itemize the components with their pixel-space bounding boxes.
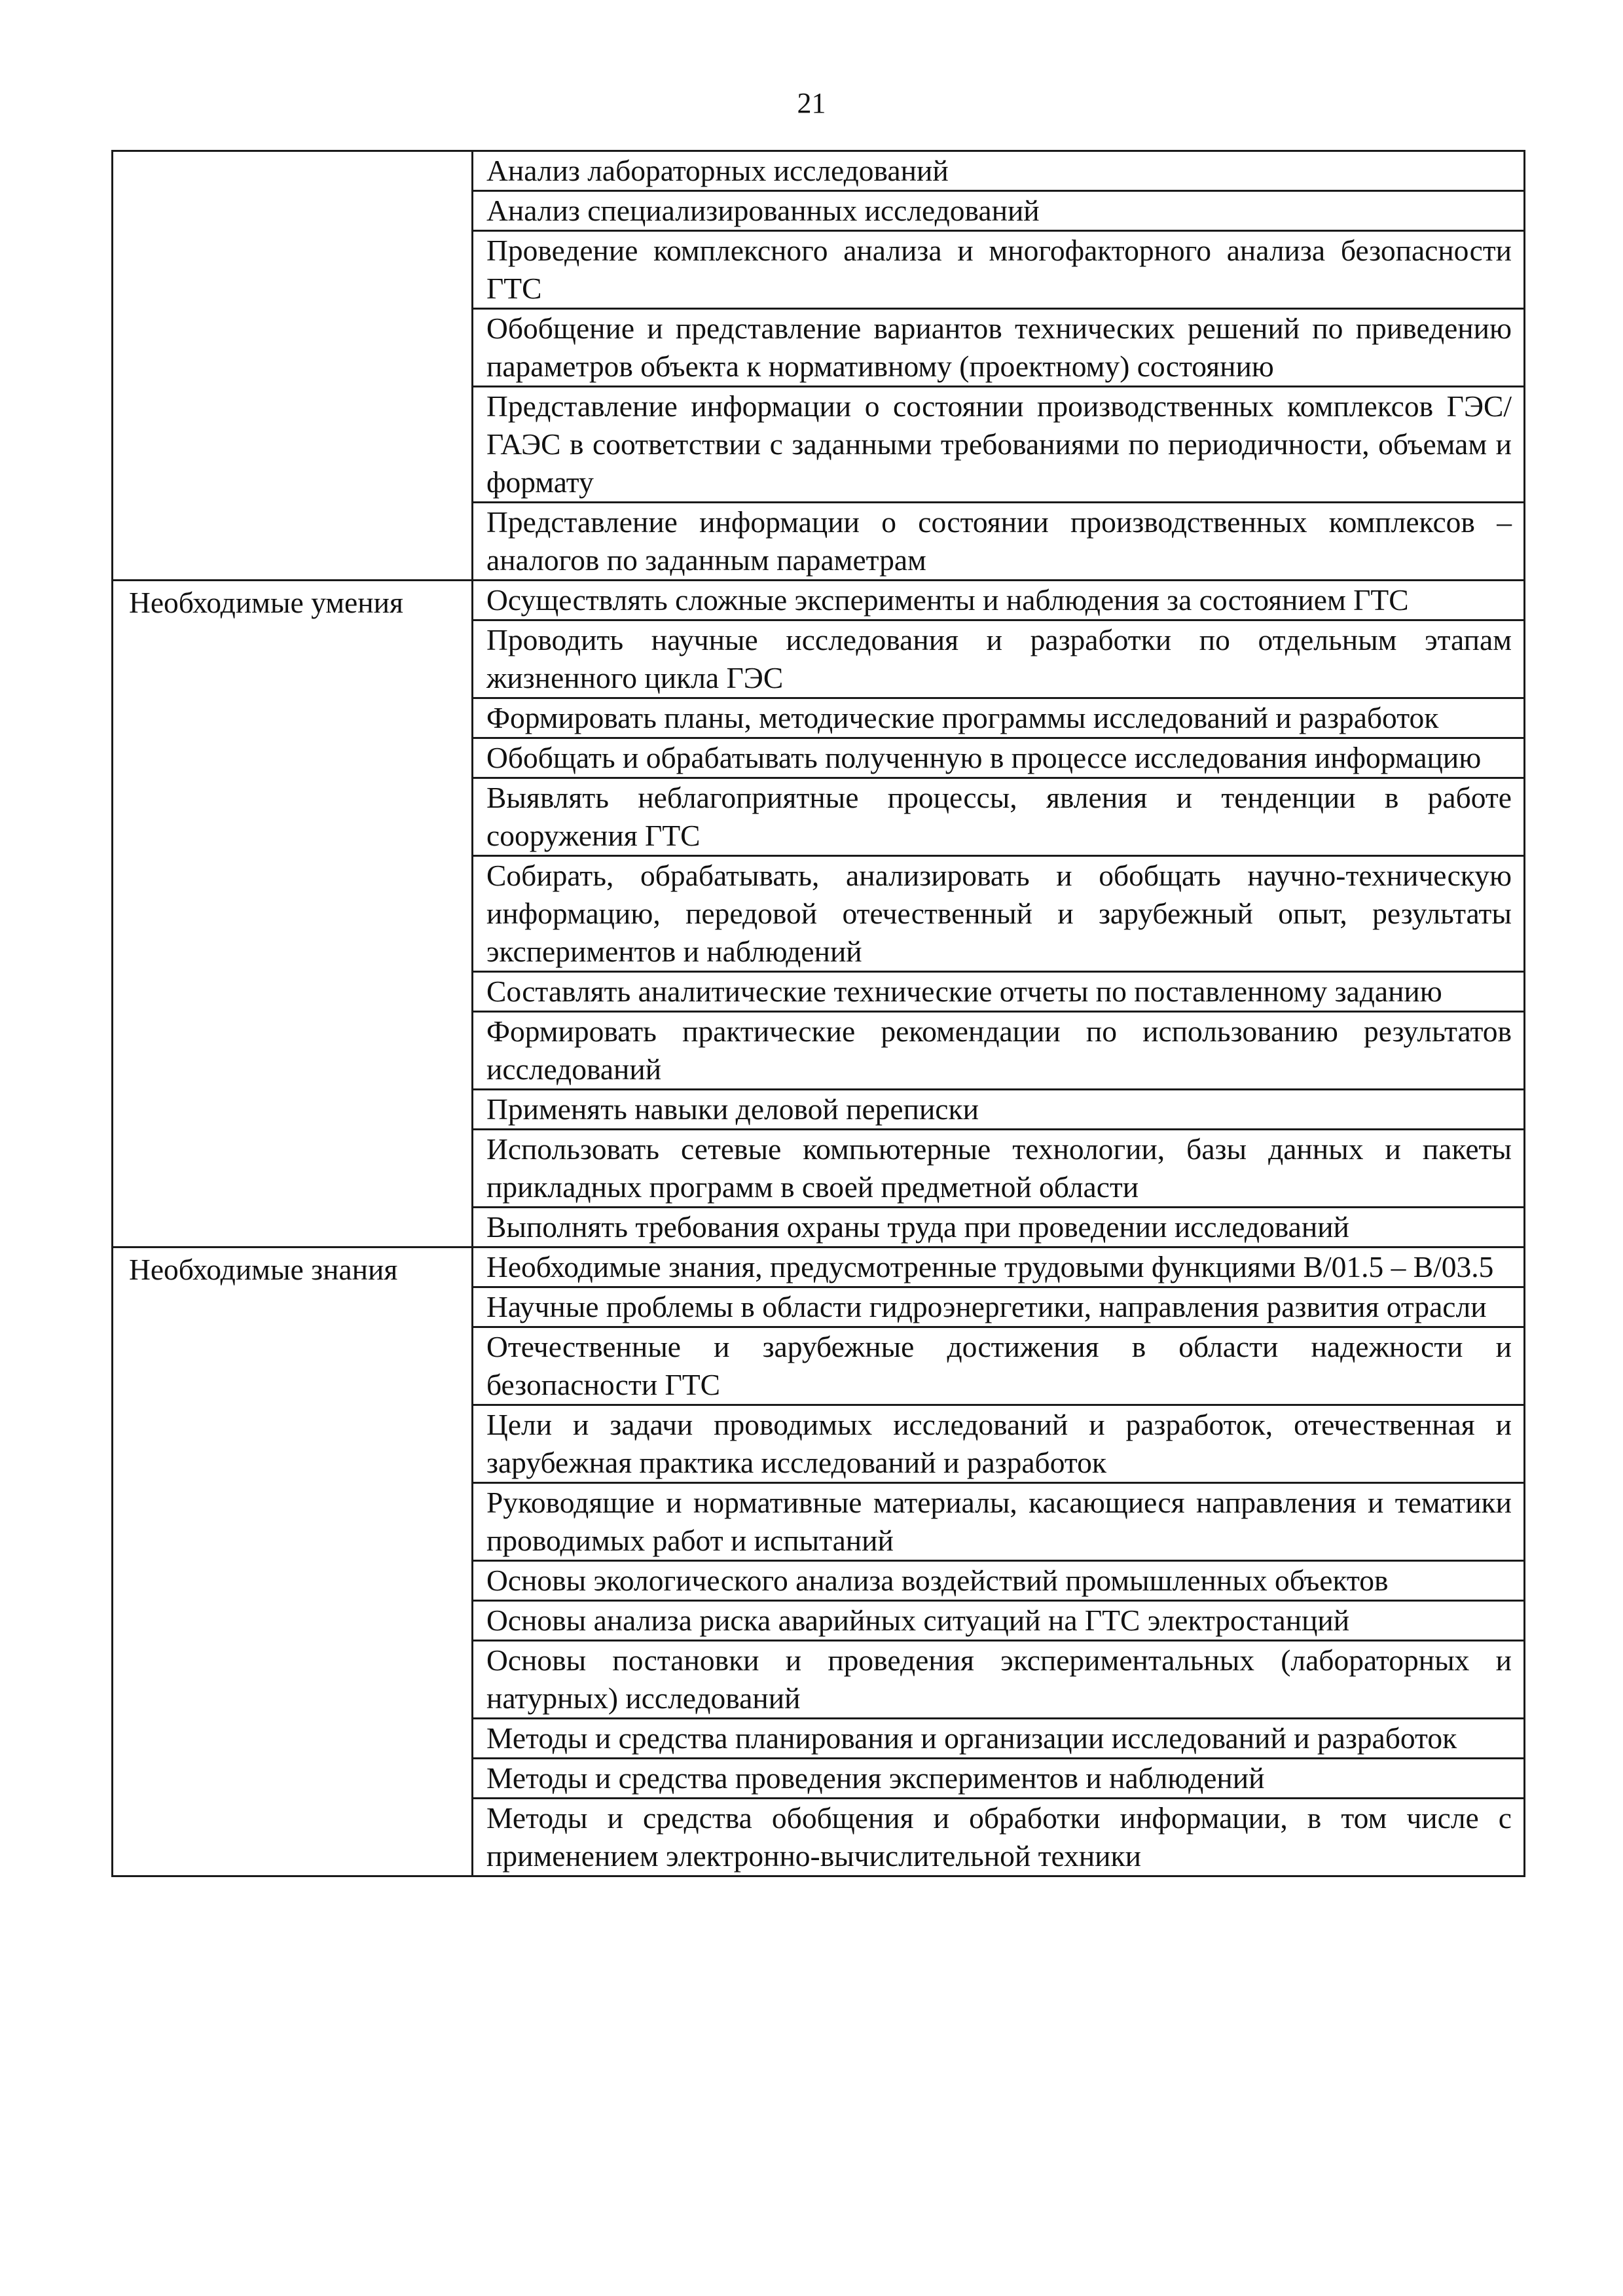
section-label-knowledge: Необходимые знания bbox=[113, 1247, 473, 1876]
table-cell: Обобщение и представление вариантов технических решений по приведению параметров объекта к нормативному (проектному) состоянию bbox=[473, 309, 1525, 387]
table-cell: Методы и средства обобщения и обработки информации, в том числе с применением электронно-вычислительной техники bbox=[473, 1799, 1525, 1876]
table-cell: Использовать сетевые компьютерные технологии, базы данных и пакеты прикладных программ в своей предметной области bbox=[473, 1130, 1525, 1208]
table-cell: Осуществлять сложные эксперименты и наблюдения за состоянием ГТС bbox=[473, 581, 1525, 620]
table-row bbox=[113, 581, 1525, 620]
table-cell: Применять навыки деловой переписки bbox=[473, 1090, 1525, 1130]
table-cell: Обобщать и обрабатывать полученную в процессе исследования информацию bbox=[473, 738, 1525, 778]
table-cell: Методы и средства проведения экспериментов и наблюдений bbox=[473, 1759, 1525, 1799]
table-cell: Необходимые знания, предусмотренные трудовыми функциями В/01.5 – В/03.5 bbox=[473, 1247, 1525, 1287]
table-cell: Представление информации о состоянии производственных комплексов – аналогов по заданным параметрам bbox=[473, 503, 1525, 581]
table-cell: Основы постановки и проведения экспериментальных (лабораторных и натурных) исследований bbox=[473, 1641, 1525, 1719]
table-cell: Цели и задачи проводимых исследований и разработок, отечественная и зарубежная практика исследований и разработок bbox=[473, 1405, 1525, 1483]
table-cell: Основы анализа риска аварийных ситуаций на ГТС электростанций bbox=[473, 1601, 1525, 1641]
table-cell: Анализ лабораторных исследований bbox=[473, 151, 1525, 191]
section-label-skills: Необходимые умения bbox=[113, 581, 473, 1247]
table-cell: Представление информации о состоянии производственных комплексов ГЭС/ГАЭС в соответствии с заданными требованиями по периодичности, объемам и формату bbox=[473, 387, 1525, 503]
table-cell: Составлять аналитические технические отчеты по поставленному заданию bbox=[473, 972, 1525, 1012]
table-cell: Формировать планы, методические программы исследований и разработок bbox=[473, 698, 1525, 738]
table-cell: Руководящие и нормативные материалы, касающиеся направления и тематики проводимых работ и испытаний bbox=[473, 1483, 1525, 1561]
table-cell: Методы и средства планирования и организации исследований и разработок bbox=[473, 1719, 1525, 1759]
table-cell: Основы экологического анализа воздействий промышленных объектов bbox=[473, 1561, 1525, 1601]
requirements-table bbox=[111, 150, 1525, 1877]
table-row bbox=[113, 151, 1525, 191]
table-cell: Проводить научные исследования и разработки по отдельным этапам жизненного цикла ГЭС bbox=[473, 620, 1525, 698]
page-number: 21 bbox=[797, 87, 826, 119]
table-cell: Формировать практические рекомендации по использованию результатов исследований bbox=[473, 1012, 1525, 1090]
table-cell: Научные проблемы в области гидроэнергетики, направления развития отрасли bbox=[473, 1287, 1525, 1327]
table-cell: Анализ специализированных исследований bbox=[473, 191, 1525, 231]
table-cell: Выполнять требования охраны труда при проведении исследований bbox=[473, 1208, 1525, 1247]
section-label bbox=[113, 151, 473, 581]
table-cell: Выявлять неблагоприятные процессы, явления и тенденции в работе сооружения ГТС bbox=[473, 778, 1525, 856]
table-cell: Собирать, обрабатывать, анализировать и обобщать научно-техническую информацию, передовой отечественный и зарубежный опыт, результаты экспериментов и наблюдений bbox=[473, 856, 1525, 972]
table-row bbox=[113, 1247, 1525, 1287]
table-cell: Отечественные и зарубежные достижения в области надежности и безопасности ГТС bbox=[473, 1327, 1525, 1405]
table-cell: Проведение комплексного анализа и многофакторного анализа безопасности ГТС bbox=[473, 231, 1525, 309]
